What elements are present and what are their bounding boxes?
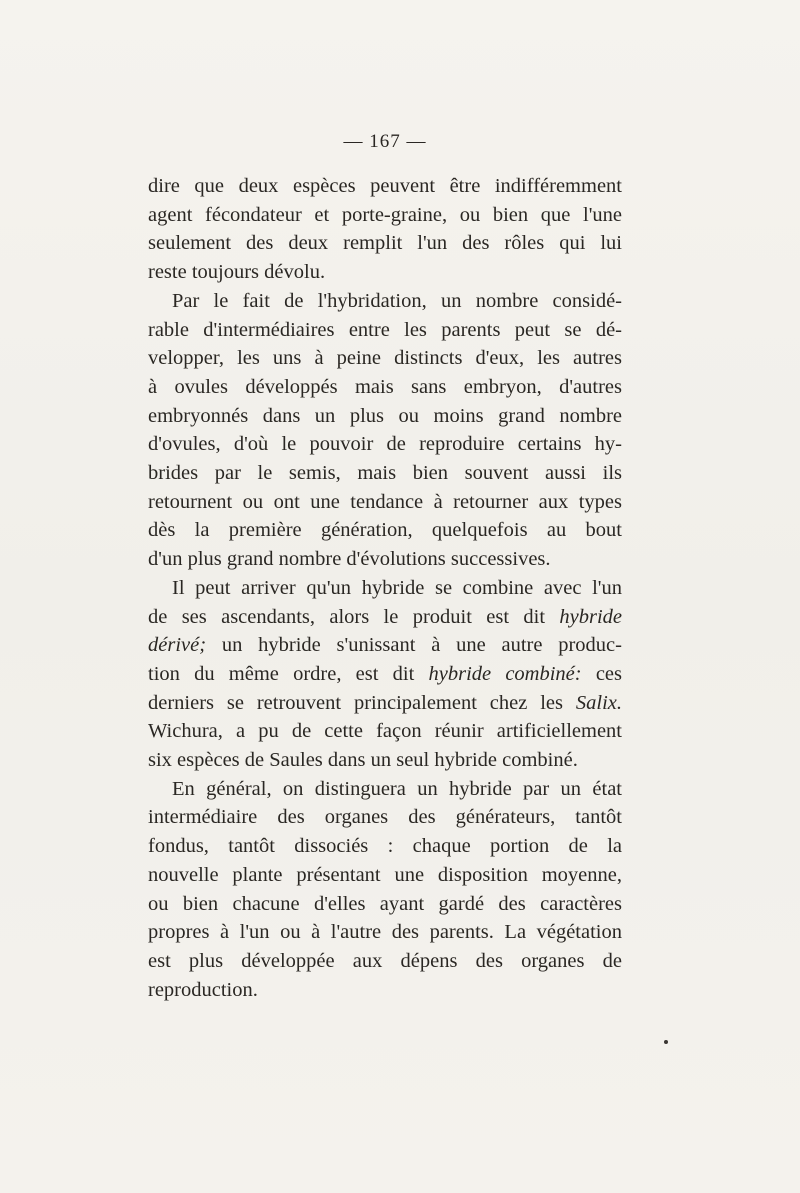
- text-line: agent fécondateur et porte-graine, ou bien que l'une: [148, 203, 622, 226]
- text-line: de ses ascendants, alors le produit est dit hybride: [148, 605, 622, 628]
- text-line: brides par le semis, mais bien souvent aussi ils: [148, 462, 622, 485]
- italic-term: Salix.: [575, 691, 622, 714]
- text-line: propres à l'un ou à l'autre des parents. La végétation: [148, 921, 622, 944]
- italic-term: dérivé;: [148, 634, 207, 657]
- body-text: [148, 172, 622, 1004]
- paragraph-3: [148, 574, 622, 775]
- text-line: intermédiaire des organes des générateurs, tantôt: [148, 806, 622, 829]
- italic-term: hybride: [559, 605, 622, 628]
- text-line: dès la première génération, quelquefois au bout: [148, 519, 622, 542]
- text-line: derniers se retrouvent principalement chez les Salix.: [148, 691, 622, 714]
- text-line: six espèces de Saules dans un seul hybride combiné.: [148, 749, 578, 772]
- text-line: Wichura, a pu de cette façon réunir artificiellement: [148, 720, 622, 743]
- paragraph-4: [148, 775, 622, 1005]
- text-line: embryonnés dans un plus ou moins grand nombre: [148, 404, 622, 427]
- paragraph-2: [148, 287, 622, 574]
- italic-term: hybride combiné:: [428, 662, 582, 685]
- text-line: dire que deux espèces peuvent être indifféremment: [148, 175, 622, 197]
- text-line: fondus, tantôt dissociés : chaque portion de la: [148, 835, 622, 858]
- page-number: — 167 —: [343, 131, 427, 152]
- text-line: dérivé; un hybride s'unissant à une autre produc-: [148, 634, 622, 657]
- text-line: d'un plus grand nombre d'évolutions successives.: [148, 548, 551, 571]
- text-line: reste toujours dévolu.: [148, 261, 326, 284]
- text-line: reproduction.: [148, 978, 258, 1001]
- text-line: Par le fait de l'hybridation, un nombre considé-: [172, 289, 622, 312]
- text-line: tion du même ordre, est dit hybride combiné: ces: [148, 662, 622, 685]
- text-line: rable d'intermédiaires entre les parents peut se dé-: [148, 318, 622, 341]
- ink-speck: [664, 1040, 668, 1044]
- text-line: seulement des deux remplit l'un des rôles qui lui: [148, 232, 622, 255]
- text-line: d'ovules, d'où le pouvoir de reproduire certains hy-: [148, 433, 622, 456]
- paragraph-1: [148, 172, 622, 287]
- text-line: est plus développée aux dépens des organes de: [148, 949, 622, 972]
- text-line: ou bien chacune d'elles ayant gardé des caractères: [148, 892, 622, 915]
- text-line: En général, on distinguera un hybride par un état: [172, 777, 622, 800]
- text-line: Il peut arriver qu'un hybride se combine avec l'un: [172, 576, 622, 599]
- text-line: retournent ou ont une tendance à retourner aux types: [148, 490, 622, 513]
- text-line: à ovules développés mais sans embryon, d'autres: [148, 375, 622, 398]
- text-line: nouvelle plante présentant une disposition moyenne,: [148, 863, 622, 886]
- text-line: velopper, les uns à peine distincts d'eux, les autres: [148, 347, 622, 370]
